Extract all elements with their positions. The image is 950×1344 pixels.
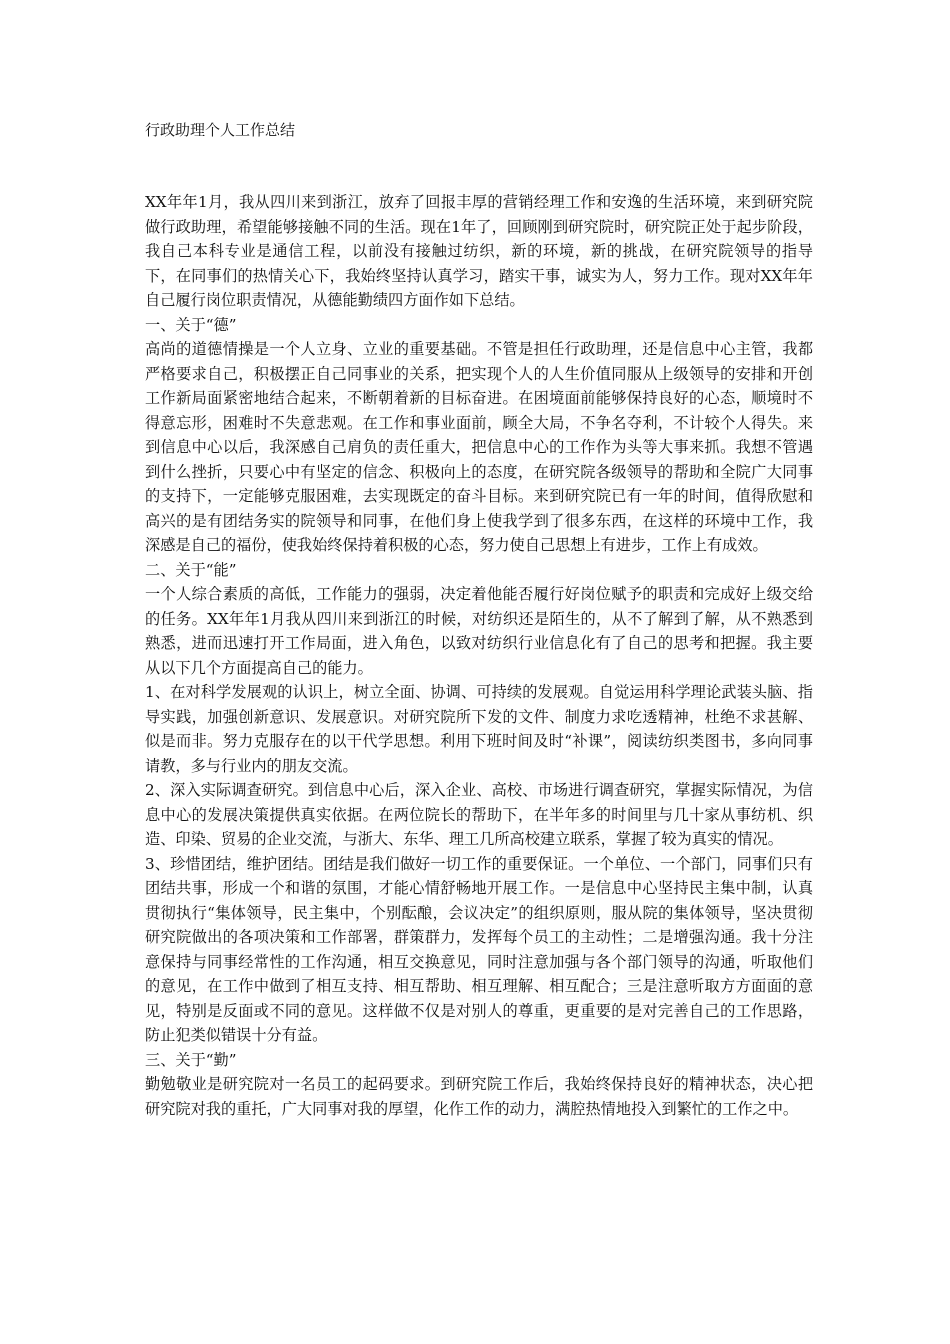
- section-qin-paragraph: 勤勉敬业是研究院对一名员工的起码要求。到研究院工作后，我始终保持良好的精神状态，决心把研究院对我的重托，广大同事对我的厚望，化作工作的动力，满腔热情地投入到繁忙的工作之中。: [145, 1075, 813, 1118]
- section-heading-de: 一、关于“德”: [145, 315, 237, 334]
- document-title: 行政助理个人工作总结: [145, 121, 296, 139]
- intro-paragraph: XX年年1月，我从四川来到浙江，放弃了回报丰厚的营销经理工作和安逸的生活环境，来到研究院做行政助理，希望能够接触不同的生活。现在1年了，回顾刚到研究院时，研究院正处于起步阶段，我自己本科专业是通信工程，以前没有接触过纺织，新的环境，新的挑战，在研究院领导的指导下，在同事们的热情关心下，我始终坚持认真学习，踏实干事，诚实为人，努力工作。现对XX年年自己履行岗位职责情况，从德能勤绩四方面作如下总结。: [145, 193, 813, 309]
- section-neng-paragraph: 一个人综合素质的高低，工作能力的强弱，决定着他能否履行好岗位赋予的职责和完成好上级交给的任务。XX年年1月我从四川来到浙江的时候，对纺织还是陌生的，从不了解到了解，从不熟悉到熟悉，进而迅速打开工作局面，进入角色，以致对纺织行业信息化有了自己的思考和把握。我主要从以下几个方面提高自己的能力。: [145, 585, 813, 677]
- neng-point-1: 1、在对科学发展观的认识上，树立全面、协调、可持续的发展观。自觉运用科学理论武装头脑、指导实践，加强创新意识、发展意识。对研究院所下发的文件、制度力求吃透精神，杜绝不求甚解、似是而非。努力克服存在的以干代学思想。利用下班时间及时“补课”，阅读纺织类图书，多向同事请教，多与行业内的朋友交流。: [145, 683, 813, 775]
- document-body: [145, 190, 813, 1121]
- section-de-paragraph: 高尚的道德情操是一个人立身、立业的重要基础。不管是担任行政助理，还是信息中心主管，我都严格要求自己，积极摆正自己同事业的关系，把实现个人的人生价值同服从上级领导的安排和开创工作新局面紧密地结合起来，不断朝着新的目标奋进。在困境面前能够保持良好的心态，顺境时不得意忘形，困难时不失意悲观。在工作和事业面前，顾全大局，不争名夺利，不计较个人得失。来到信息中心以后，我深感自己肩负的责任重大，把信息中心的工作作为头等大事来抓。我想不管遇到什么挫折，只要心中有坚定的信念、积极向上的态度，在研究院各级领导的帮助和全院广大同事的支持下，一定能够克服困难，去实现既定的奋斗目标。来到研究院已有一年的时间，值得欣慰和高兴的是有团结务实的院领导和同事，在他们身上使我学到了很多东西，在这样的环境中工作，我深感是自己的福份，使我始终保持着积极的心态，努力使自己思想上有进步，工作上有成效。: [145, 340, 813, 554]
- neng-point-2: 2、深入实际调查研究。到信息中心后，深入企业、高校、市场进行调查研究，掌握实际情况，为信息中心的发展决策提供真实依据。在两位院长的帮助下，在半年多的时间里与几十家从事纺机、织造、印染、贸易的企业交流，与浙大、东华、理工几所高校建立联系，掌握了较为真实的情况。: [145, 781, 813, 848]
- neng-point-3: 3、珍惜团结，维护团结。团结是我们做好一切工作的重要保证。一个单位、一个部门，同事们只有团结共事，形成一个和谐的氛围，才能心情舒畅地开展工作。一是信息中心坚持民主集中制，认真贯彻执行“集体领导，民主集中，个别酝酿，会议决定”的组织原则，服从院的集体领导，坚决贯彻研究院做出的各项决策和工作部署，群策群力，发挥每个员工的主动性；二是增强沟通。我十分注意保持与同事经常性的工作沟通，相互交换意见，同时注意加强与各个部门领导的沟通，听取他们的意见，在工作中做到了相互支持、相互帮助、相互理解、相互配合；三是注意听取方方面面的意见，特别是反面或不同的意见。这样做不仅是对别人的尊重，更重要的是对完善自己的工作思路，防止犯类似错误十分有益。: [145, 854, 813, 1044]
- section-heading-neng: 二、关于“能”: [145, 560, 237, 579]
- section-heading-qin: 三、关于“勤”: [145, 1050, 237, 1069]
